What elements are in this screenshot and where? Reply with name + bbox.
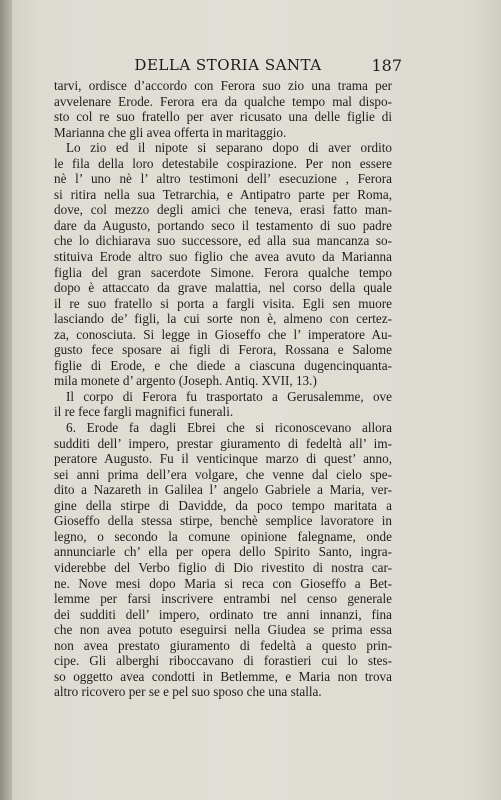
text-line: Il corpo di Ferora fu trasportato a Gerusalemme, ove: [66, 388, 392, 404]
text-line: lasciando de’ figli, la cui sorte non è, almeno con certez-: [54, 311, 392, 327]
text-line: dare da Augusto, portando seco il testamento di suo padre: [54, 217, 392, 233]
text-line: tarvi, ordisce d’accordo con Ferora suo zio una trama per: [54, 78, 392, 93]
text-line: il re fece fargli magnifici funerali.: [54, 404, 234, 420]
text-line: sudditi dell’ impero, prestar giuramento di fedeltà all’ im-: [54, 435, 392, 451]
text-line: Lo zio ed il nipote si separano dopo di aver ordito: [66, 140, 392, 156]
text-line: annunciarle ch’ ella per opera dello Spirito Santo, ingra-: [54, 544, 392, 560]
text-line: si ritira nella sua Tetrarchia, e Antipatro parte per Roma,: [54, 186, 392, 202]
text-line: 6. Erode fa dagli Ebrei che si riconoscevano allora: [66, 420, 392, 436]
running-head-title: DELLA STORIA SANTA: [134, 56, 322, 74]
text-line: Gioseffo della stessa stirpe, benchè semplice lavoratore in: [54, 513, 392, 529]
text-line: sei anni prima dell’era volgare, che venne dal cielo spe-: [54, 466, 392, 482]
text-line: altro ricovero per se e pel suo sposo che una stalla.: [54, 684, 322, 700]
text-line: lemme per farsi inscrivere entrambi nel censo generale: [54, 591, 392, 607]
text-line: dei sudditi dell’ impero, ordinato tre anni innanzi, fina: [54, 606, 392, 622]
text-line: Marianna che gli avea offerta in maritaggio.: [54, 124, 287, 140]
text-line: gusto fece sposare ai figli di Ferora, Rossana e Salome: [54, 342, 392, 358]
text-line: figlie di Erode, e che diede a ciascuna dugencinquanta-: [54, 357, 392, 373]
text-line: non avea prestato giuramento di fedeltà a questo prin-: [54, 637, 392, 653]
text-line: avvelenare Erode. Ferora era da qualche tempo mal dispo-: [54, 93, 392, 109]
text-line: dito a Nazareth in Galilea l’ angelo Gabriele a Maria, ver-: [54, 482, 392, 498]
book-gutter-shadow: [0, 0, 12, 800]
page-number: 187: [371, 56, 402, 75]
text-line: mila monete d’ argento (Joseph. Antiq. XVII, 13.): [54, 373, 317, 389]
text-line: che lo dichiarava suo successore, ed alla sua mancanza so-: [54, 233, 392, 249]
body-text: [54, 78, 392, 700]
text-line: viderebbe del Verbo figlio di Dio rivestito di nostra car-: [54, 559, 392, 575]
text-line: dopo è attaccato da grave malattia, nel corso della quale: [54, 280, 392, 296]
text-line: peratore Augusto. Fu il venticinque marzo di quest’ anno,: [54, 451, 392, 467]
text-line: cipe. Gli alberghi riboccavano di forastieri cui lo stes-: [54, 653, 392, 669]
text-line: dove, col mezzo degli amici che teneva, erasi fatto man-: [54, 202, 392, 218]
text-line: za, conosciuta. Si legge in Gioseffo che l’ imperatore Au-: [54, 326, 392, 342]
text-line: che non avea potuto eseguirsi nella Giudea se prima essa: [54, 622, 392, 638]
text-line: nè l’ uno nè l’ altro testimoni dell’ esecuzione , Ferora: [54, 171, 392, 187]
text-line: il re suo fratello si porta a fargli visita. Egli sen muore: [54, 295, 392, 311]
text-line: legno, o secondo la comune opinione falegname, onde: [54, 528, 392, 544]
text-line: figlia del gran sacerdote Simone. Ferora qualche tempo: [54, 264, 392, 280]
text-line: ne. Nove mesi dopo Maria si reca con Gioseffo a Bet-: [54, 575, 392, 591]
text-line: gine della stirpe di Davidde, da poco tempo maritata a: [54, 497, 392, 513]
text-line: so oggetto avea condotti in Betlemme, e Maria non trova: [54, 668, 392, 684]
text-line: stituiva Erode altro suo figlio che avea avuto da Marianna: [54, 249, 392, 265]
text-line: le fila della loro detestabile cospirazione. Per non essere: [54, 155, 392, 171]
text-line: sto col re suo fratello per aver ricusato una delle figlie di: [54, 109, 392, 125]
